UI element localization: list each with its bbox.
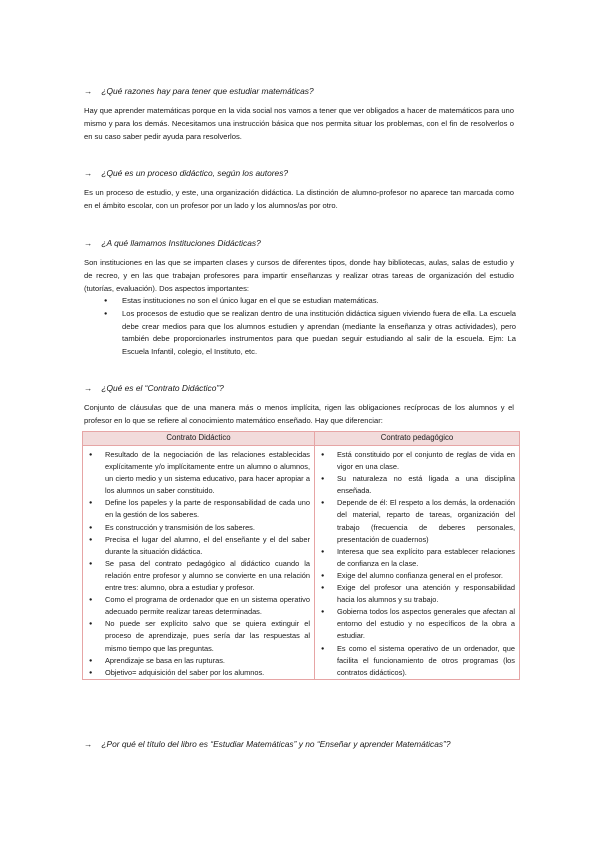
question-heading (84, 238, 261, 248)
question-heading (84, 168, 288, 178)
table-header-pedagogic: Contrato pedagógico (315, 432, 520, 446)
list-item: ● Aprendizaje se basa en las rupturas. (83, 655, 310, 667)
answer-paragraph: Son instituciones en las que se imparten clases y cursos de diferentes tipos, donde hay bibliotecas, aulas, salas de estudio y de recreo, y en las que trabajan profesores para impartir enseñanzas y realizar otras tareas de organización del estudio (tutorías, evaluación). Dos aspectos importantes: (84, 258, 514, 293)
list-item: ● Objetivo= adquisición del saber por los alumnos. (83, 667, 310, 679)
bullet-list (84, 295, 516, 359)
answer-paragraph: Hay que aprender matemáticas porque en la vida social nos vamos a tener que ver obligados a hacer de matemáticos para uno mismo y para los demás. Necesitamos una instrucción básica que nos permita situar los problemas, con el fin de resolverlos o en su caso saber pedir ayuda para resolverlos. (84, 106, 514, 141)
list-item: ● Es como el sistema operativo de un ordenador, que facilita el funcionamiento de otros programas (los contratos didácticos). (315, 643, 515, 679)
list-item: ● Se pasa del contrato pedagógico al didáctico cuando la relación entre profesor y alumno se convierte en una relación entre tres: alumno, obra a estudiar y profesor. (83, 558, 310, 594)
answer-paragraph: Conjunto de cláusulas que de una manera más o menos implícita, rigen las obligaciones recíprocas de los alumnos y el profesor en lo que se refiere al conocimiento matemático enseñado. Hay que diferenciar: (84, 403, 514, 425)
question-heading (84, 383, 224, 393)
list-item: ● Como el programa de ordenador que en un sistema operativo adecuado permite realizar tareas determinadas. (83, 594, 310, 618)
list-item: ● Exige del alumno confianza general en el profesor. (315, 570, 515, 582)
list-item: ● Define los papeles y la parte de responsabilidad de cada uno en la gestión de los saberes. (83, 497, 310, 521)
didactic-contract-cell (83, 446, 315, 680)
question-text: ¿Qué es un proceso didáctico, según los autores? (101, 168, 289, 178)
question-heading (84, 86, 314, 96)
list-item: ● Está constituido por el conjunto de reglas de vida en vigor en una clase. (315, 449, 515, 473)
table-header-didactic: Contrato Didáctico (83, 432, 315, 446)
question-text: ¿Qué es el “Contrato Didáctico”? (101, 383, 224, 393)
arrow-icon: → (84, 168, 93, 178)
list-item: ● Exige del profesor una atención y responsabilidad hacia los alumnos y su trabajo. (315, 582, 515, 606)
list-item: ● Depende de él: El respeto a los demás, la ordenación del material, reparto de tareas, organización del trabajo (frecuencia de deberes personales, presentación de cuadernos) (315, 497, 515, 545)
question-text: ¿Por qué el título del libro es “Estudiar Matemáticas” y no “Enseñar y aprender Matemáticas”? (101, 739, 451, 749)
list-item: ● Gobierna todos los aspectos generales que afectan al entorno del estudio y no específicos de la obra a estudiar. (315, 606, 515, 642)
answer-paragraph: Es un proceso de estudio, y este, una organización didáctica. La distinción de alumno-profesor no aparece tan marcada como en el ámbito escolar, con un profesor por un lado y los alumnos/as por otro. (84, 188, 514, 210)
contract-comparison-table (82, 431, 520, 680)
list-item: ● Su naturaleza no está ligada a una disciplina enseñada. (315, 473, 515, 497)
list-item: ● Es construcción y transmisión de los saberes. (83, 522, 310, 534)
list-item: ● Interesa que sea explícito para establecer relaciones de confianza en la clase. (315, 546, 515, 570)
list-item: ● No puede ser explícito salvo que se quiera extinguir el proceso de aprendizaje, pues sería dar las respuestas al mismo tiempo que las preguntas. (83, 618, 310, 654)
list-item: ● Precisa el lugar del alumno, el del enseñante y el del saber durante la situación didáctica. (83, 534, 310, 558)
arrow-icon: → (84, 383, 93, 393)
pedagogic-contract-cell (315, 446, 520, 680)
arrow-icon: → (84, 86, 93, 96)
list-item: ● Estas instituciones no son el único lugar en el que se estudian matemáticas. (84, 295, 516, 308)
question-text: ¿Qué razones hay para tener que estudiar matemáticas? (101, 86, 314, 96)
arrow-icon: → (84, 238, 93, 248)
arrow-icon: → (84, 739, 93, 749)
list-item: ● Resultado de la negociación de las relaciones establecidas explícitamente y/o implícitamente entre un alumno o alumnos, un cierto medio y un sistema educativo, para hacer apropiar a los alumnos un saber constituido. (83, 449, 310, 497)
question-heading (84, 739, 451, 749)
list-item: ● Los procesos de estudio que se realizan dentro de una institución didáctica siguen viviendo fuera de ella. La escuela debe crear medios para que los alumnos estudien y aprendan (mediante la enseñanza y otras actividades), pero también debe proporcionarles instrumentos para que puedan seguir estudiando al salir de la escuela. Ejm: La Escuela Infantil, colegio, el Instituto, etc. (84, 308, 516, 359)
question-text: ¿A qué llamamos Instituciones Didácticas? (101, 238, 261, 248)
